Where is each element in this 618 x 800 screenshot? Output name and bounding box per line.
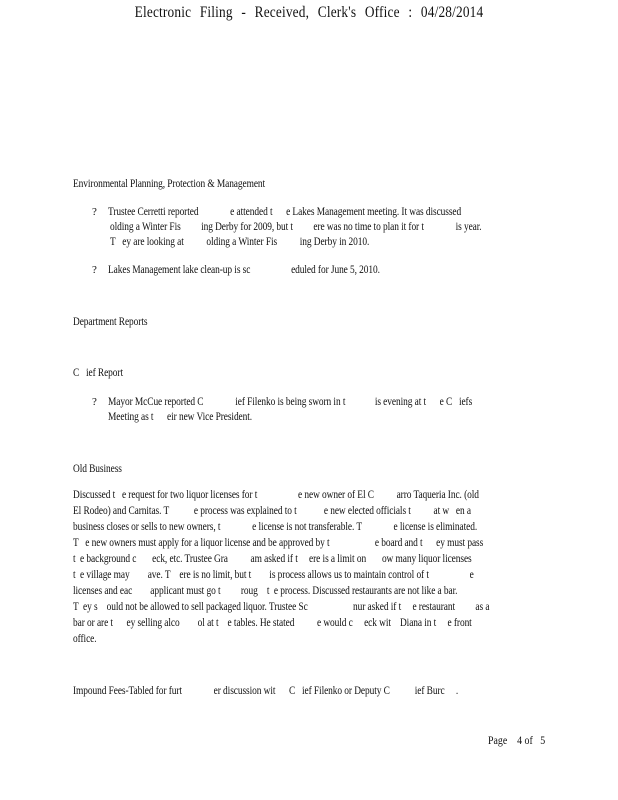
impound-fees-line: Impound Fees-Tabled for furt er discussion wit C ief Filenko or Deputy C ief Burc .	[73, 685, 459, 697]
old-business-line: licenses and eac applicant must go t roug t e process. Discussed restaurants are not like a bar.	[73, 585, 458, 597]
chief-item-1-line-1: Mayor McCue reported C ief Filenko is being sworn in t is evening at t e C iefs	[108, 396, 473, 408]
old-business-line: office.	[73, 633, 97, 645]
bullet-marker: ?	[92, 396, 97, 408]
section-heading-department-reports: Department Reports	[73, 316, 148, 328]
page-number: Page 4 of 5	[488, 735, 546, 747]
environmental-item-2-line-1: Lakes Management lake clean-up is sc eduled for June 5, 2010.	[108, 264, 380, 276]
old-business-line: El Rodeo) and Carnitas. T e process was explained to t e new elected officials t at w en a	[73, 505, 471, 517]
old-business-line: business closes or sells to new owners, t e license is not transferable. T e license is eliminated.	[73, 521, 478, 533]
environmental-item-1-line-1: Trustee Cerretti reported e attended t e Lakes Management meeting. It was discussed	[108, 206, 462, 218]
bullet-marker: ?	[92, 264, 97, 276]
old-business-line: bar or are t ey selling alco ol at t e tables. He stated e would c eck wit Diana in t e front	[73, 617, 472, 629]
environmental-item-1-line-2: olding a Winter Fis ing Derby for 2009, but t ere was no time to plan it for t is year.	[110, 221, 482, 233]
old-business-line: t e background c eck, etc. Trustee Gra am asked if t ere is a limit on ow many liquor licenses	[73, 553, 472, 565]
section-heading-environmental: Environmental Planning, Protection & Management	[73, 178, 266, 190]
old-business-line: T e new owners must apply for a liquor license and be approved by t e board and t ey must pass	[73, 537, 484, 549]
chief-item-1-line-2: Meeting as t eir new Vice President.	[108, 411, 253, 423]
section-heading-old-business: Old Business	[73, 463, 122, 475]
old-business-line: Discussed t e request for two liquor licenses for t e new owner of El C arro Taqueria Inc. (old	[73, 489, 479, 501]
section-heading-chief-report: C ief Report	[73, 367, 123, 379]
environmental-item-1-line-3: T ey are looking at olding a Winter Fis ing Derby in 2010.	[110, 236, 370, 248]
bullet-marker: ?	[92, 206, 97, 218]
old-business-line: t e village may ave. T ere is no limit, but t is process allows us to maintain control of t e	[73, 569, 474, 581]
electronic-filing-header: Electronic Filing - Received, Clerk's Office : 04/28/2014	[134, 4, 484, 21]
old-business-line: T ey s ould not be allowed to sell packaged liquor. Trustee Sc nur asked if t e restaurant as a	[73, 601, 490, 613]
